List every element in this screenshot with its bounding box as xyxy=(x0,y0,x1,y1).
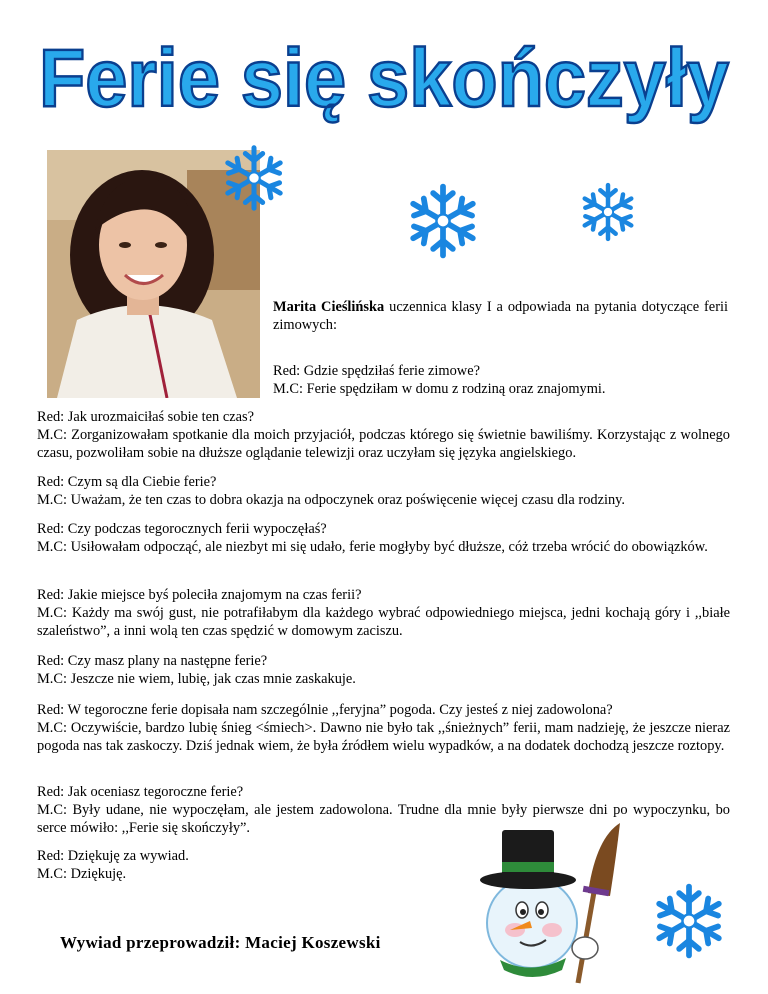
page-title-text: Ferie się skończyły xyxy=(39,33,730,124)
qa-item xyxy=(37,408,730,462)
question: Red: Gdzie spędziłaś ferie zimowe? xyxy=(273,363,480,379)
question: Red: Jak urozmaiciłaś sobie ten czas? xyxy=(37,409,254,425)
qa-item xyxy=(37,701,730,755)
question: Red: Jakie miejsce byś poleciła znajomym na czas ferii? xyxy=(37,587,362,603)
answer: M.C: Jeszcze nie wiem, lubię, jak czas mnie zaskakuje. xyxy=(37,671,356,687)
question: Red: Czy podczas tegorocznych ferii wypoczęłaś? xyxy=(37,521,327,537)
qa-item xyxy=(37,473,730,509)
page-title xyxy=(0,18,768,128)
qa-item xyxy=(37,586,730,640)
qa-item xyxy=(37,520,730,556)
qa-item xyxy=(37,652,730,688)
snowflake-icon xyxy=(218,142,290,214)
answer: M.C: Dziękuję. xyxy=(37,866,127,882)
intro-paragraph xyxy=(273,298,728,334)
answer: M.C: Ferie spędziłam w domu z rodziną oraz znajomymi. xyxy=(273,381,606,397)
snowflake-icon xyxy=(402,180,484,262)
snowflake-icon xyxy=(648,880,730,962)
question: Red: Dziękuję za wywiad. xyxy=(37,848,189,864)
snowflake-icon xyxy=(576,180,640,244)
intro-text: uczennica klasy I a odpowiada na pytania dotyczące ferii zimowych: xyxy=(273,299,728,333)
question: Red: Czy masz plany na następne ferie? xyxy=(37,653,268,669)
question: Red: W tegoroczne ferie dopisała nam szczególnie ,,feryjna” pogoda. Czy jesteś z niej zadowolona? xyxy=(37,702,613,718)
answer: M.C: Oczywiście, bardzo lubię śnieg <śmiech>. Dawno nie było tak ,,śnieżnych” ferii, mam nadzieję, że jeszcze nieraz pogoda nas tak zaskoczy. Dziś jednak wiem, że była źródłem wielu wypadków, a na dodatek dochodzą jeszcze roztopy. xyxy=(37,720,730,754)
signature: Wywiad przeprowadził: Maciej Koszewski xyxy=(60,933,381,952)
question: Red: Czym są dla Ciebie ferie? xyxy=(37,474,217,490)
question: Red: Jak oceniasz tegoroczne ferie? xyxy=(37,784,244,800)
answer: M.C: Zorganizowałam spotkanie dla moich przyjaciół, podczas którego się świetnie bawiliśmy. Korzystając z wolnego czasu, pozwoliłam sobie na dłuższe oglądanie telewizji oraz uczyłam się języka angielskiego. xyxy=(37,427,730,461)
answer: M.C: Były udane, nie wypoczęłam, ale jestem zadowolona. Trudne dla mnie były pierwsze dni po wypoczynku, bo serce mówiło: ,,Ferie się skończyły”. xyxy=(37,802,730,836)
qa-item xyxy=(273,362,728,398)
answer: M.C: Uważam, że ten czas to dobra okazja na odpoczynek oraz poświęcenie więcej czasu dla rodziny. xyxy=(37,492,626,508)
answer: M.C: Usiłowałam odpocząć, ale niezbyt mi się udało, ferie mogłyby być dłuższe, cóż trzeba wrócić do obowiązków. xyxy=(37,539,708,555)
qa-item xyxy=(37,847,437,883)
answer: M.C: Każdy ma swój gust, nie potrafiłabym dla każdego wybrać odpowiedniego miejsca, jedni kochają góry i ,,białe szaleństwo”, a inni wolą ten czas spędzić w domowym zaciszu. xyxy=(37,605,730,639)
snowman-icon xyxy=(470,818,630,988)
interviewee-name: Marita Cieślińska xyxy=(273,299,385,315)
